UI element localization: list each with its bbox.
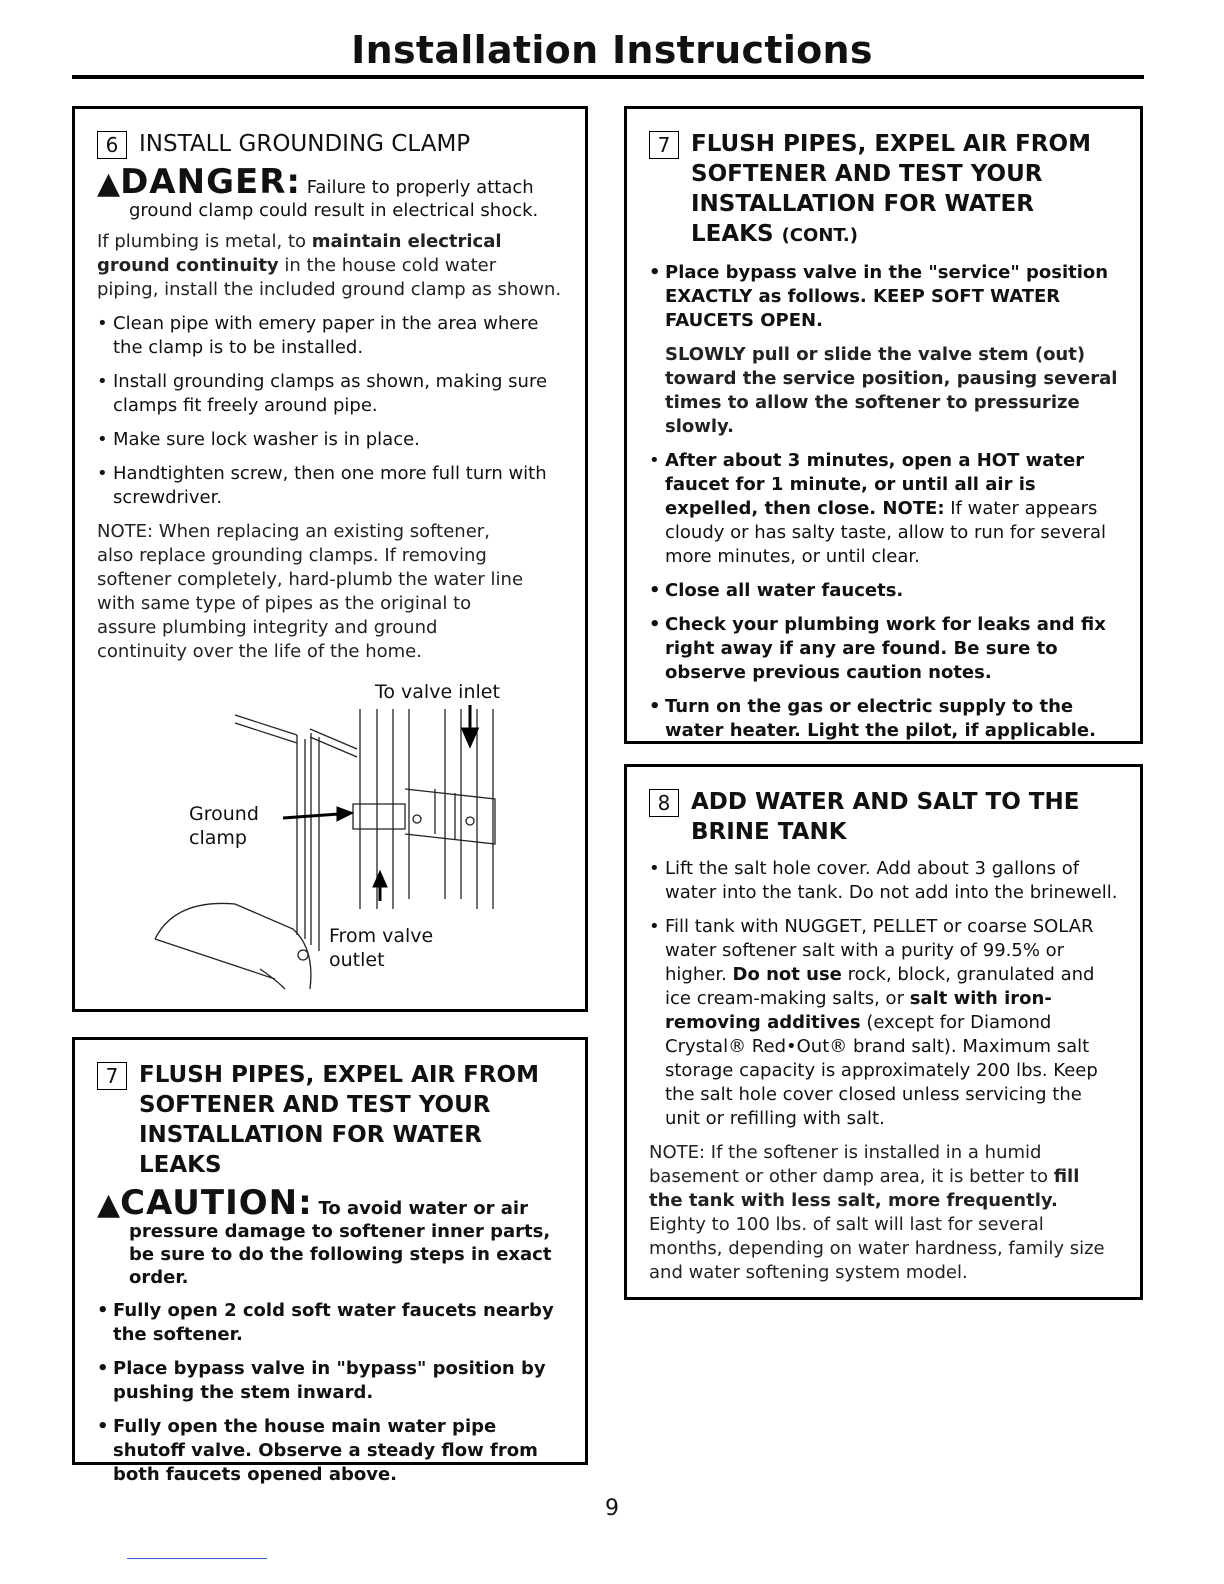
- bullet2-b: Do not use: [732, 964, 842, 985]
- label-valve-inlet: To valve inlet: [375, 681, 500, 703]
- step-7-heading: [97, 1060, 563, 1180]
- list-item: • Place bypass valve in the "service" position EXACTLY as follows. KEEP SOFT WATER FAUCETS OPEN.: [649, 261, 1118, 333]
- note-a: If the softener is installed in a humid basement or other damp area, it is better to: [649, 1142, 1054, 1187]
- step-7-cont-title-text: FLUSH PIPES, EXPEL AIR FROM SOFTENER AND TEST YOUR INSTALLATION FOR WATER LEAKS: [691, 131, 1091, 247]
- list-item: • Place bypass valve in "bypass" position by pushing the stem inward.: [97, 1357, 563, 1405]
- list-item: • Check your plumbing work for leaks and fix right away if any are found. Be sure to observe previous caution notes.: [649, 613, 1118, 685]
- footer-rule: [127, 1558, 267, 1559]
- list-item: • Close all water faucets.: [649, 579, 1118, 603]
- note-text: When replacing an existing softener, also replace grounding clamps. If removing softener completely, hard-plumb the water line with same type of pipes as the original to assure plumbing integrity and ground continuity over the life of the home.: [97, 521, 524, 662]
- bullet2-a: Fill tank with NUGGET, PELLET or coarse SOLAR water softener salt with a purity of 99.5% or higher.: [665, 916, 1094, 985]
- list-item: • Fully open the house main water pipe shutoff valve. Observe a steady flow from both faucets opened above.: [97, 1415, 563, 1487]
- note-label: NOTE:: [649, 1142, 706, 1163]
- danger-text-2: ground clamp could result in electrical shock.: [129, 200, 539, 221]
- step-7-cont-suffix: (CONT.): [781, 225, 858, 246]
- step-6-number: 6: [97, 131, 127, 159]
- label-valve-outlet-2: outlet: [329, 949, 385, 971]
- note-b: fill the tank with less salt, more frequently.: [649, 1166, 1080, 1211]
- step-8-heading: [649, 787, 1118, 847]
- grounding-clamp-diagram: [75, 109, 585, 1009]
- list-item: • Fully open 2 cold soft water faucets nearby the softener.: [97, 1299, 563, 1347]
- list-item: • Turn on the gas or electric supply to the water heater. Light the pilot, if applicable.: [649, 695, 1118, 743]
- danger-word: DANGER:: [120, 162, 301, 202]
- step-7-cont-title: [691, 129, 1118, 251]
- label-ground-clamp-1: Ground: [189, 803, 259, 825]
- bypass-instruction: SLOWLY pull or slide the valve stem (out) toward the service position, pausing several times to allow the softener to pressurize slowly.: [665, 344, 1118, 437]
- step-8-number: 8: [649, 789, 679, 817]
- list-item: • Make sure lock washer is in place.: [97, 428, 563, 452]
- step-7-cont-bullets: [649, 261, 1118, 333]
- warning-triangle-icon: ▲: [97, 166, 121, 201]
- step-6-section: [72, 106, 588, 1012]
- bullet2-e: (except for Diamond Crystal® Red•Out® brand salt). Maximum salt storage capacity is approximately 200 lbs. Keep the salt hole cover closed unless servicing the unit or refilling with salt.: [665, 1012, 1098, 1129]
- step-8-title: ADD WATER AND SALT TO THE BRINE TANK: [691, 789, 1080, 845]
- label-ground-clamp-2: clamp: [189, 827, 247, 849]
- step-7-title: FLUSH PIPES, EXPEL AIR FROM SOFTENER AND TEST YOUR INSTALLATION FOR WATER LEAKS: [139, 1062, 539, 1178]
- warning-triangle-icon: ▲: [97, 1187, 121, 1222]
- list-item: [649, 915, 1118, 1131]
- bullet2-bold: After about 3 minutes, open a HOT water faucet for 1 minute, or until all air is expelled, then close. NOTE:: [665, 450, 1085, 519]
- caution-word: CAUTION:: [120, 1183, 313, 1223]
- page-number: 9: [605, 1496, 619, 1521]
- note-c: Eighty to 100 lbs. of salt will last for several months, depending on water hardness, family size and water softening system model.: [649, 1214, 1105, 1283]
- step-7-bullets: [97, 1299, 563, 1487]
- step-7-number: 7: [97, 1062, 127, 1090]
- list-item: • Clean pipe with emery paper in the area where the clamp is to be installed.: [97, 312, 563, 360]
- caution-text-2: pressure damage to softener inner parts, be sure to do the following steps in exact order.: [129, 1221, 552, 1288]
- list-item: • Handtighten screw, then one more full turn with screwdriver.: [97, 462, 563, 510]
- step-6-title: INSTALL GROUNDING CLAMP: [139, 131, 471, 157]
- list-item: • Lift the salt hole cover. Add about 3 gallons of water into the tank. Do not add into the brinewell.: [649, 857, 1118, 905]
- list-item: • Install grounding clamps as shown, making sure clamps fit freely around pipe.: [97, 370, 563, 418]
- bullet2-c: rock, block, granulated and ice cream-making salts, or: [665, 964, 1095, 1009]
- step-8-section: [624, 764, 1143, 1300]
- step-7-section: [72, 1037, 588, 1485]
- list-item: [649, 449, 1118, 569]
- step-7-cont-number: 7: [649, 131, 679, 159]
- intro-text-2: in the house cold water piping, install the included ground clamp as shown.: [97, 255, 562, 300]
- caution-warning: [97, 1183, 563, 1289]
- title-rule: [72, 75, 1144, 79]
- step-8-bullets: [649, 857, 1118, 1131]
- step-7-cont-section: [624, 106, 1143, 744]
- danger-text-1: Failure to properly attach: [306, 177, 534, 198]
- step-8-note: [649, 1141, 1118, 1285]
- bullet2-text: If water appears cloudy or has salty taste, allow to run for several more minutes, or until clear.: [665, 498, 1106, 567]
- page-title: Installation Instructions: [351, 28, 873, 72]
- note-label: NOTE:: [97, 521, 154, 542]
- label-valve-outlet-1: From valve: [329, 925, 434, 947]
- intro-bold: maintain electrical ground continuity: [97, 231, 502, 276]
- caution-text-1: To avoid water or air: [318, 1198, 528, 1219]
- bullet2-d: salt with iron-removing additives: [665, 988, 1052, 1033]
- step-7-cont-bullets-2: [649, 449, 1118, 743]
- step-7-cont-heading: [649, 129, 1118, 251]
- intro-text-1: If plumbing is metal, to: [97, 231, 312, 252]
